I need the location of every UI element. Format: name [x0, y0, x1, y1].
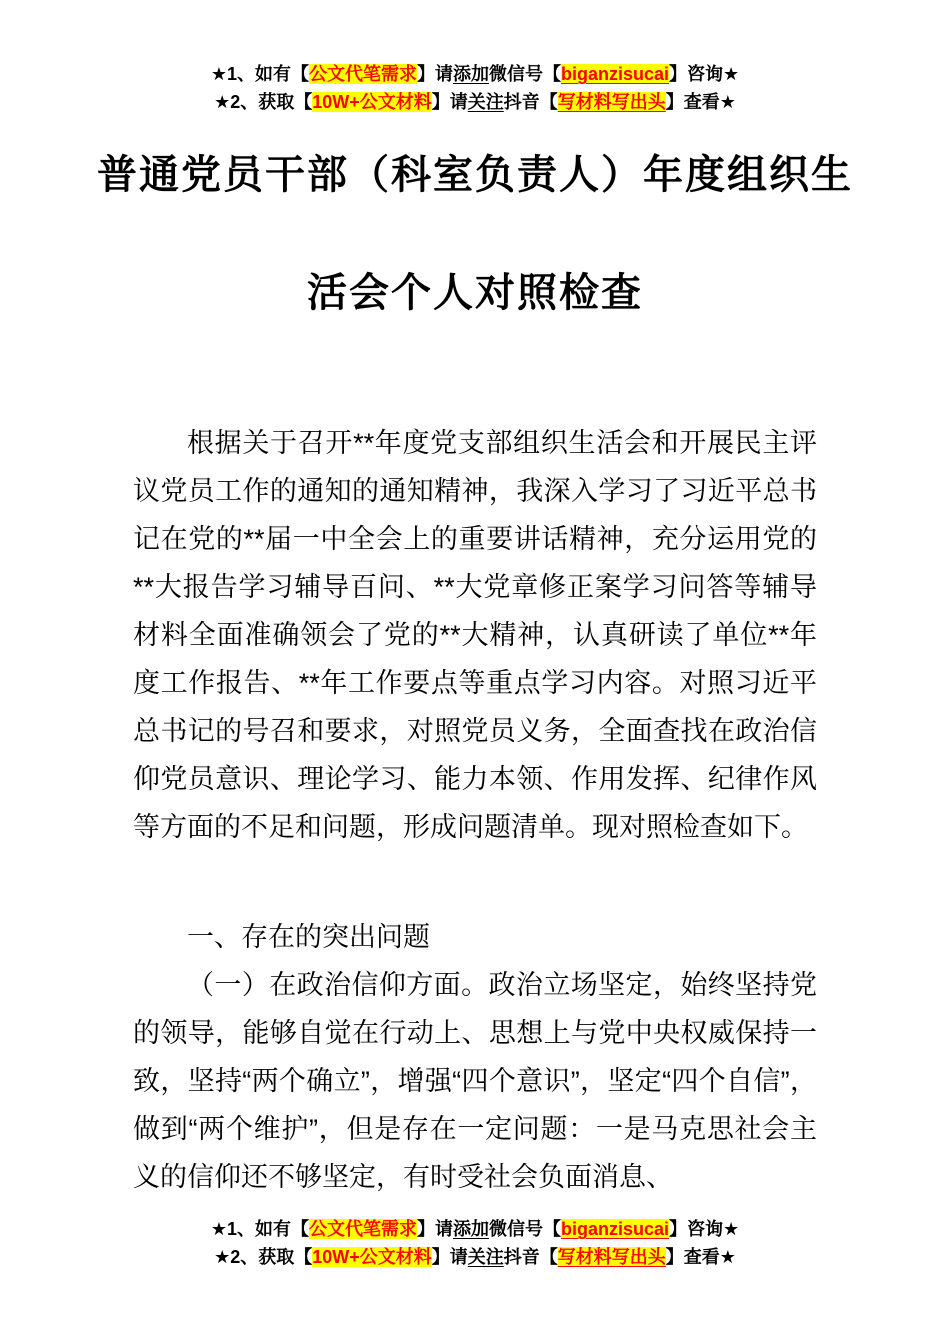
section-heading-1: 一、存在的突出问题 [187, 922, 430, 952]
promo1-prefix: ★1、如有【 [210, 64, 309, 84]
promo-footer-line-2 [0, 1243, 950, 1271]
promo1-highlight-service: 公文代笔需求 [308, 64, 417, 84]
promo2-underline-follow: 关注 [467, 92, 504, 112]
promo-header-line-2 [0, 88, 950, 116]
body-paragraph-1: 根据关于召开**年度党支部组织生活会和开展民主评议党员工作的通知的通知精神，我深入学习了习近平总书记在党的**届一中全会上的重要讲话精神，充分运用党的**大报告学习辅导百问、**大党章修正案学习问答等辅导材料全面准确领会了党的**大精神，认真研读了单位**年度工作报告、**年工作要点等重点学习内容。对照习近平总书记的号召和要求，对照党员义务，全面查找在政治信仰党员意识、理论学习、能力本领、作用发挥、纪律作风等方面的不足和问题，形成问题清单。现对照检查如下。 [133, 428, 817, 842]
promo2-highlight-materials: 10W+公文材料 [312, 1247, 432, 1267]
promo1-suffix: 】咨询★ [669, 1219, 740, 1239]
promo-footer [0, 1215, 950, 1271]
promo1-suffix: 】咨询★ [669, 64, 740, 84]
document-title [0, 116, 950, 352]
promo2-underline-follow: 关注 [467, 1247, 504, 1267]
promo-footer-line-1 [0, 1215, 950, 1243]
promo1-highlight-service: 公文代笔需求 [308, 1219, 417, 1239]
document-title-line-2: 活会个人对照检查 [307, 271, 643, 315]
promo1-middle: 微信号【 [488, 64, 561, 84]
promo2-douyin-id: 写材料写出头 [557, 92, 666, 112]
document-title-line-1: 普通党员干部（科室负责人）年度组织生 [97, 153, 853, 197]
promo2-suffix: 】查看★ [665, 92, 736, 112]
promo1-wechat-id: biganzisucai [560, 1219, 670, 1239]
promo2-douyin-id: 写材料写出头 [557, 1247, 666, 1267]
promo-header-line-1 [0, 60, 950, 88]
promo1-middle: 微信号【 [488, 1219, 561, 1239]
promo1-after-highlight: 】请 [416, 1219, 453, 1239]
promo1-underline-add: 添加 [452, 1219, 489, 1239]
promo2-after-highlight: 】请 [431, 1247, 468, 1267]
promo2-highlight-materials: 10W+公文材料 [312, 92, 432, 112]
promo1-after-highlight: 】请 [416, 64, 453, 84]
promo2-prefix: ★2、获取【 [214, 92, 313, 112]
promo2-suffix: 】查看★ [665, 1247, 736, 1267]
body-paragraph-2: （一）在政治信仰方面。政治立场坚定，始终坚持党的领导，能够自觉在行动上、思想上与党中央权威保持一致，坚持“两个确立”，增强“四个意识”，坚定“四个自信”，做到“两个维护”，但是存在一定问题：一是马克思社会主义的信仰还不够坚定，有时受社会负面消息、 [133, 970, 817, 1192]
promo2-middle: 抖音【 [503, 92, 558, 112]
promo1-wechat-id: biganzisucai [560, 64, 670, 84]
promo2-prefix: ★2、获取【 [214, 1247, 313, 1267]
document-body [133, 419, 817, 1201]
promo2-after-highlight: 】请 [431, 92, 468, 112]
promo-header [0, 0, 950, 116]
promo2-middle: 抖音【 [503, 1247, 558, 1267]
promo1-underline-add: 添加 [452, 64, 489, 84]
promo1-prefix: ★1、如有【 [210, 1219, 309, 1239]
